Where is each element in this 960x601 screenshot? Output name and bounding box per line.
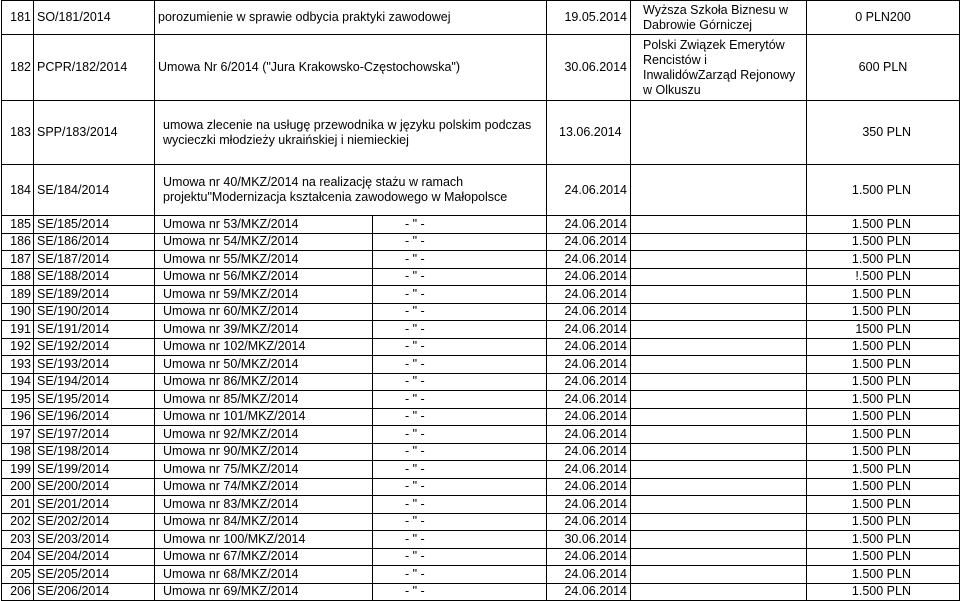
table-row <box>2 583 960 601</box>
ditto-mark: - " - <box>373 338 547 356</box>
contract-amount: 1.500 PLN <box>807 531 960 549</box>
table-row <box>2 216 960 234</box>
row-number: 191 <box>2 321 34 339</box>
contract-date: 24.06.2014 <box>547 408 631 426</box>
contract-description: Umowa nr 84/MKZ/2014 <box>155 513 373 531</box>
table-row <box>2 531 960 549</box>
ditto-mark: - " - <box>373 391 547 409</box>
contract-signature: SE/202/2014 <box>34 513 155 531</box>
contract-date: 24.06.2014 <box>547 321 631 339</box>
ditto-mark: - " - <box>373 426 547 444</box>
table-row <box>2 426 960 444</box>
contract-description: Umowa nr 85/MKZ/2014 <box>155 391 373 409</box>
contract-amount: 1.500 PLN <box>807 583 960 601</box>
contract-amount: 0 PLN200 <box>807 1 960 35</box>
contract-party <box>631 101 807 165</box>
contract-party <box>631 443 807 461</box>
ditto-mark: - " - <box>373 478 547 496</box>
contract-description: Umowa nr 60/MKZ/2014 <box>155 303 373 321</box>
contract-amount: !.500 PLN <box>807 268 960 286</box>
contract-party <box>631 548 807 566</box>
contract-amount: 1.500 PLN <box>807 461 960 479</box>
table-row <box>2 408 960 426</box>
contract-description: Umowa nr 55/MKZ/2014 <box>155 251 373 269</box>
contract-date: 24.06.2014 <box>547 338 631 356</box>
row-number: 199 <box>2 461 34 479</box>
row-number: 203 <box>2 531 34 549</box>
contract-signature: SE/205/2014 <box>34 566 155 584</box>
ditto-mark: - " - <box>373 373 547 391</box>
contract-date: 24.06.2014 <box>547 461 631 479</box>
contract-party <box>631 426 807 444</box>
row-number: 188 <box>2 268 34 286</box>
ditto-mark: - " - <box>373 251 547 269</box>
contract-signature: SE/204/2014 <box>34 548 155 566</box>
contract-amount: 600 PLN <box>807 35 960 101</box>
ditto-mark: - " - <box>373 566 547 584</box>
contract-signature: SE/194/2014 <box>34 373 155 391</box>
contract-date: 24.06.2014 <box>547 268 631 286</box>
contract-signature: SE/188/2014 <box>34 268 155 286</box>
contract-amount: 1.500 PLN <box>807 496 960 514</box>
contract-signature: SE/196/2014 <box>34 408 155 426</box>
contract-amount: 1.500 PLN <box>807 443 960 461</box>
contract-date: 19.05.2014 <box>547 1 631 35</box>
contract-description: Umowa nr 67/MKZ/2014 <box>155 548 373 566</box>
contract-party <box>631 478 807 496</box>
contract-party <box>631 408 807 426</box>
contract-signature: SO/181/2014 <box>34 1 155 35</box>
contract-description: Umowa nr 74/MKZ/2014 <box>155 478 373 496</box>
contract-amount: 1.500 PLN <box>807 566 960 584</box>
contract-description: Umowa nr 83/MKZ/2014 <box>155 496 373 514</box>
contract-party: Wyższa Szkoła Biznesu w Dabrowie Górniczej <box>631 1 807 35</box>
contract-description: Umowa nr 53/MKZ/2014 <box>155 216 373 234</box>
contract-date: 24.06.2014 <box>547 286 631 304</box>
contract-signature: SPP/183/2014 <box>34 101 155 165</box>
ditto-mark: - " - <box>373 321 547 339</box>
contract-date: 24.06.2014 <box>547 478 631 496</box>
table-row <box>2 496 960 514</box>
contract-party <box>631 356 807 374</box>
contract-description: Umowa nr 86/MKZ/2014 <box>155 373 373 391</box>
contract-date: 24.06.2014 <box>547 583 631 601</box>
contract-description: Umowa nr 92/MKZ/2014 <box>155 426 373 444</box>
contract-date: 24.06.2014 <box>547 496 631 514</box>
contract-party <box>631 303 807 321</box>
table-row <box>2 1 960 35</box>
contract-signature: SE/192/2014 <box>34 338 155 356</box>
table-row <box>2 286 960 304</box>
row-number: 202 <box>2 513 34 531</box>
contract-party <box>631 251 807 269</box>
contract-signature: SE/199/2014 <box>34 461 155 479</box>
row-number: 186 <box>2 233 34 251</box>
row-number: 198 <box>2 443 34 461</box>
contracts-table <box>1 0 960 601</box>
contract-description: Umowa nr 69/MKZ/2014 <box>155 583 373 601</box>
contract-amount: 1.500 PLN <box>807 548 960 566</box>
contract-date: 30.06.2014 <box>547 35 631 101</box>
contract-date: 24.06.2014 <box>547 391 631 409</box>
contract-party <box>631 496 807 514</box>
contract-description: Umowa nr 90/MKZ/2014 <box>155 443 373 461</box>
contract-party <box>631 321 807 339</box>
contract-date: 24.06.2014 <box>547 303 631 321</box>
ditto-mark: - " - <box>373 216 547 234</box>
ditto-mark: - " - <box>373 233 547 251</box>
row-number: 181 <box>2 1 34 35</box>
contract-signature: SE/197/2014 <box>34 426 155 444</box>
contract-description: Umowa nr 54/MKZ/2014 <box>155 233 373 251</box>
contract-signature: SE/195/2014 <box>34 391 155 409</box>
row-number: 200 <box>2 478 34 496</box>
ditto-mark: - " - <box>373 408 547 426</box>
contract-party <box>631 583 807 601</box>
contract-party <box>631 531 807 549</box>
contract-signature: SE/187/2014 <box>34 251 155 269</box>
contract-amount: 1.500 PLN <box>807 165 960 216</box>
table-row <box>2 321 960 339</box>
table-row <box>2 461 960 479</box>
contract-signature: SE/184/2014 <box>34 165 155 216</box>
ditto-mark: - " - <box>373 443 547 461</box>
contract-signature: SE/206/2014 <box>34 583 155 601</box>
table-row <box>2 478 960 496</box>
contract-party <box>631 461 807 479</box>
row-number: 204 <box>2 548 34 566</box>
contract-description: Umowa Nr 6/2014 ("Jura Krakowsko-Częstochowska") <box>155 35 547 101</box>
row-number: 194 <box>2 373 34 391</box>
contract-description: Umowa nr 100/MKZ/2014 <box>155 531 373 549</box>
table-row <box>2 35 960 101</box>
row-number: 182 <box>2 35 34 101</box>
contract-signature: SE/189/2014 <box>34 286 155 304</box>
contract-amount: 1.500 PLN <box>807 233 960 251</box>
contract-description: Umowa nr 102/MKZ/2014 <box>155 338 373 356</box>
ditto-mark: - " - <box>373 548 547 566</box>
row-number: 189 <box>2 286 34 304</box>
contract-amount: 1.500 PLN <box>807 216 960 234</box>
ditto-mark: - " - <box>373 531 547 549</box>
table-row <box>2 233 960 251</box>
contract-signature: SE/201/2014 <box>34 496 155 514</box>
table-row <box>2 548 960 566</box>
contract-amount: 1.500 PLN <box>807 356 960 374</box>
contract-description: Umowa nr 68/MKZ/2014 <box>155 566 373 584</box>
contract-signature: SE/186/2014 <box>34 233 155 251</box>
contract-date: 24.06.2014 <box>547 356 631 374</box>
contract-date: 24.06.2014 <box>547 251 631 269</box>
contract-description: Umowa nr 59/MKZ/2014 <box>155 286 373 304</box>
contract-signature: SE/200/2014 <box>34 478 155 496</box>
contract-signature: SE/193/2014 <box>34 356 155 374</box>
table-row <box>2 101 960 165</box>
contract-signature: SE/190/2014 <box>34 303 155 321</box>
contract-signature: SE/191/2014 <box>34 321 155 339</box>
table-row <box>2 356 960 374</box>
contract-party <box>631 566 807 584</box>
contract-party <box>631 391 807 409</box>
contract-amount: 1.500 PLN <box>807 513 960 531</box>
table-row <box>2 513 960 531</box>
table-row <box>2 165 960 216</box>
contract-description: porozumienie w sprawie odbycia praktyki zawodowej <box>155 1 547 35</box>
row-number: 206 <box>2 583 34 601</box>
row-number: 184 <box>2 165 34 216</box>
table-row <box>2 251 960 269</box>
contract-description: Umowa nr 75/MKZ/2014 <box>155 461 373 479</box>
row-number: 183 <box>2 101 34 165</box>
table-row <box>2 268 960 286</box>
row-number: 197 <box>2 426 34 444</box>
row-number: 196 <box>2 408 34 426</box>
contract-party <box>631 165 807 216</box>
ditto-mark: - " - <box>373 286 547 304</box>
contract-signature: SE/185/2014 <box>34 216 155 234</box>
row-number: 195 <box>2 391 34 409</box>
contract-party <box>631 233 807 251</box>
contract-party <box>631 338 807 356</box>
contract-date: 24.06.2014 <box>547 373 631 391</box>
contract-date: 24.06.2014 <box>547 566 631 584</box>
row-number: 187 <box>2 251 34 269</box>
contract-description: umowa zlecenie na usługę przewodnika w języku polskim podczas wycieczki młodzieży ukraińskiej i niemieckiej <box>155 101 547 165</box>
contract-party <box>631 286 807 304</box>
table-row <box>2 391 960 409</box>
row-number: 185 <box>2 216 34 234</box>
contract-date: 30.06.2014 <box>547 531 631 549</box>
contract-date: 24.06.2014 <box>547 426 631 444</box>
contract-amount: 350 PLN <box>807 101 960 165</box>
contract-signature: PCPR/182/2014 <box>34 35 155 101</box>
ditto-mark: - " - <box>373 356 547 374</box>
contract-party <box>631 216 807 234</box>
table-row <box>2 338 960 356</box>
table-row <box>2 443 960 461</box>
contract-description: Umowa nr 39/MKZ/2014 <box>155 321 373 339</box>
table-row <box>2 566 960 584</box>
ditto-mark: - " - <box>373 303 547 321</box>
row-number: 201 <box>2 496 34 514</box>
ditto-mark: - " - <box>373 496 547 514</box>
contract-description: Umowa nr 56/MKZ/2014 <box>155 268 373 286</box>
contract-date: 24.06.2014 <box>547 233 631 251</box>
contract-signature: SE/198/2014 <box>34 443 155 461</box>
contract-date: 24.06.2014 <box>547 443 631 461</box>
row-number: 193 <box>2 356 34 374</box>
contract-amount: 1500 PLN <box>807 321 960 339</box>
row-number: 190 <box>2 303 34 321</box>
contract-date: 24.06.2014 <box>547 165 631 216</box>
contract-amount: 1.500 PLN <box>807 338 960 356</box>
ditto-mark: - " - <box>373 513 547 531</box>
row-number: 192 <box>2 338 34 356</box>
contract-amount: 1.500 PLN <box>807 286 960 304</box>
row-number: 205 <box>2 566 34 584</box>
contract-amount: 1.500 PLN <box>807 391 960 409</box>
contract-description: Umowa nr 101/MKZ/2014 <box>155 408 373 426</box>
contract-amount: 1.500 PLN <box>807 478 960 496</box>
table-row <box>2 303 960 321</box>
contract-amount: 1.500 PLN <box>807 251 960 269</box>
ditto-mark: - " - <box>373 461 547 479</box>
contract-party <box>631 513 807 531</box>
ditto-mark: - " - <box>373 583 547 601</box>
contract-description: Umowa nr 40/MKZ/2014 na realizację stażu w ramach projektu"Modernizacja kształcenia zawodowego w Małopolsce <box>155 165 547 216</box>
contract-party <box>631 268 807 286</box>
contract-signature: SE/203/2014 <box>34 531 155 549</box>
contract-amount: 1.500 PLN <box>807 303 960 321</box>
contract-amount: 1.500 PLN <box>807 373 960 391</box>
contract-party <box>631 373 807 391</box>
contract-date: 13.06.2014 <box>547 101 631 165</box>
contract-date: 24.06.2014 <box>547 513 631 531</box>
contract-description: Umowa nr 50/MKZ/2014 <box>155 356 373 374</box>
contract-amount: 1.500 PLN <box>807 408 960 426</box>
contract-amount: 1.500 PLN <box>807 426 960 444</box>
contract-party: Polski Związek Emerytów Rencistów i InwalidówZarząd Rejonowy w Olkuszu <box>631 35 807 101</box>
contract-date: 24.06.2014 <box>547 216 631 234</box>
table-row <box>2 373 960 391</box>
ditto-mark: - " - <box>373 268 547 286</box>
contract-date: 24.06.2014 <box>547 548 631 566</box>
